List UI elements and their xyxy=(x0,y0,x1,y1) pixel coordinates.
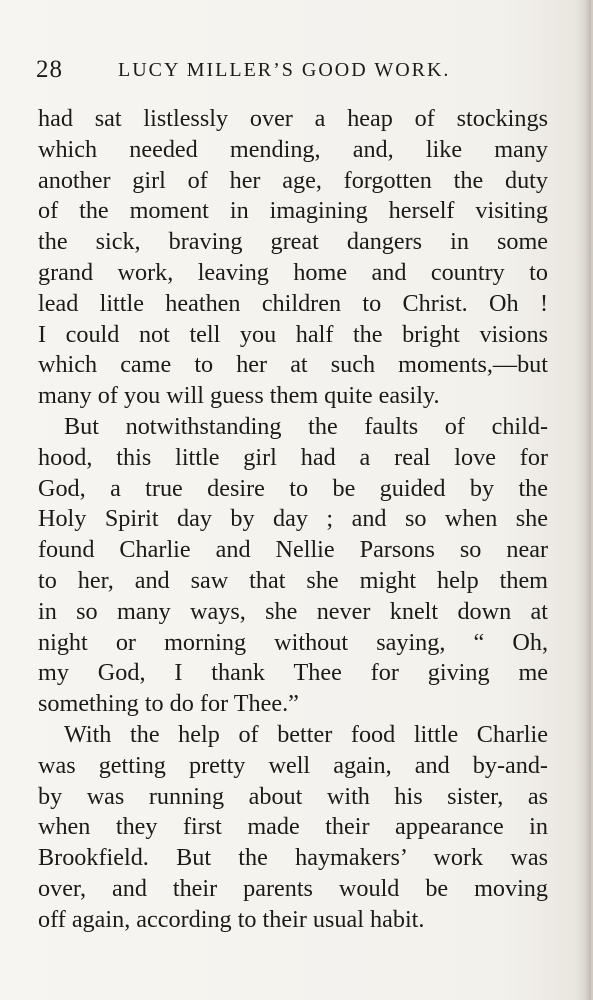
text-line: found Charlie and Nellie Parsons so near xyxy=(38,536,548,564)
text-line: over, and their parents would be moving xyxy=(38,874,548,902)
text-line: my God, I thank Thee for giving me xyxy=(38,659,548,687)
text-line: Holy Spirit day by day ; and so when she xyxy=(38,505,548,533)
text-line: the sick, braving great dangers in some xyxy=(38,228,548,256)
text-line: was getting pretty well again, and by-and- xyxy=(38,751,548,779)
text-line: hood, this little girl had a real love for xyxy=(38,443,548,471)
text-line: to her, and saw that she might help them xyxy=(38,566,548,594)
text-line: in so many ways, she never knelt down at xyxy=(38,597,548,625)
text-line: But notwithstanding the faults of child- xyxy=(64,412,548,440)
text-line: With the help of better food little Charlie xyxy=(64,720,548,748)
text-line: when they first made their appearance in xyxy=(38,813,548,841)
text-line: I could not tell you half the bright visions xyxy=(38,320,548,348)
text-line: Brookfield. But the haymakers’ work was xyxy=(38,844,548,872)
page-number: 28 xyxy=(36,56,63,83)
text-line: night or morning without saying, “ Oh, xyxy=(38,628,548,656)
text-line: by was running about with his sister, as xyxy=(38,782,548,810)
paragraph-3 xyxy=(38,720,548,936)
text-line: many of you will guess them quite easily. xyxy=(38,382,440,410)
paragraph-2 xyxy=(38,412,548,720)
text-line: God, a true desire to be guided by the xyxy=(38,474,548,502)
page-header xyxy=(36,56,556,90)
text-line: something to do for Thee.” xyxy=(38,690,299,718)
text-line: lead little heathen children to Christ. Oh ! xyxy=(38,289,548,317)
text-line: had sat listlessly over a heap of stockings xyxy=(38,105,548,132)
text-line: of the moment in imagining herself visiting xyxy=(38,197,548,225)
paragraph-1 xyxy=(38,104,548,412)
running-head: LUCY MILLER’S GOOD WORK. xyxy=(118,59,451,81)
body-text xyxy=(38,104,548,936)
text-line: which came to her at such moments,—but xyxy=(38,351,548,379)
text-line: another girl of her age, forgotten the duty xyxy=(38,166,548,194)
page-edge-shadow xyxy=(585,0,591,1000)
text-line: off again, according to their usual habit. xyxy=(38,905,425,933)
text-line: which needed mending, and, like many xyxy=(38,135,548,163)
text-line: grand work, leaving home and country to xyxy=(38,258,548,286)
